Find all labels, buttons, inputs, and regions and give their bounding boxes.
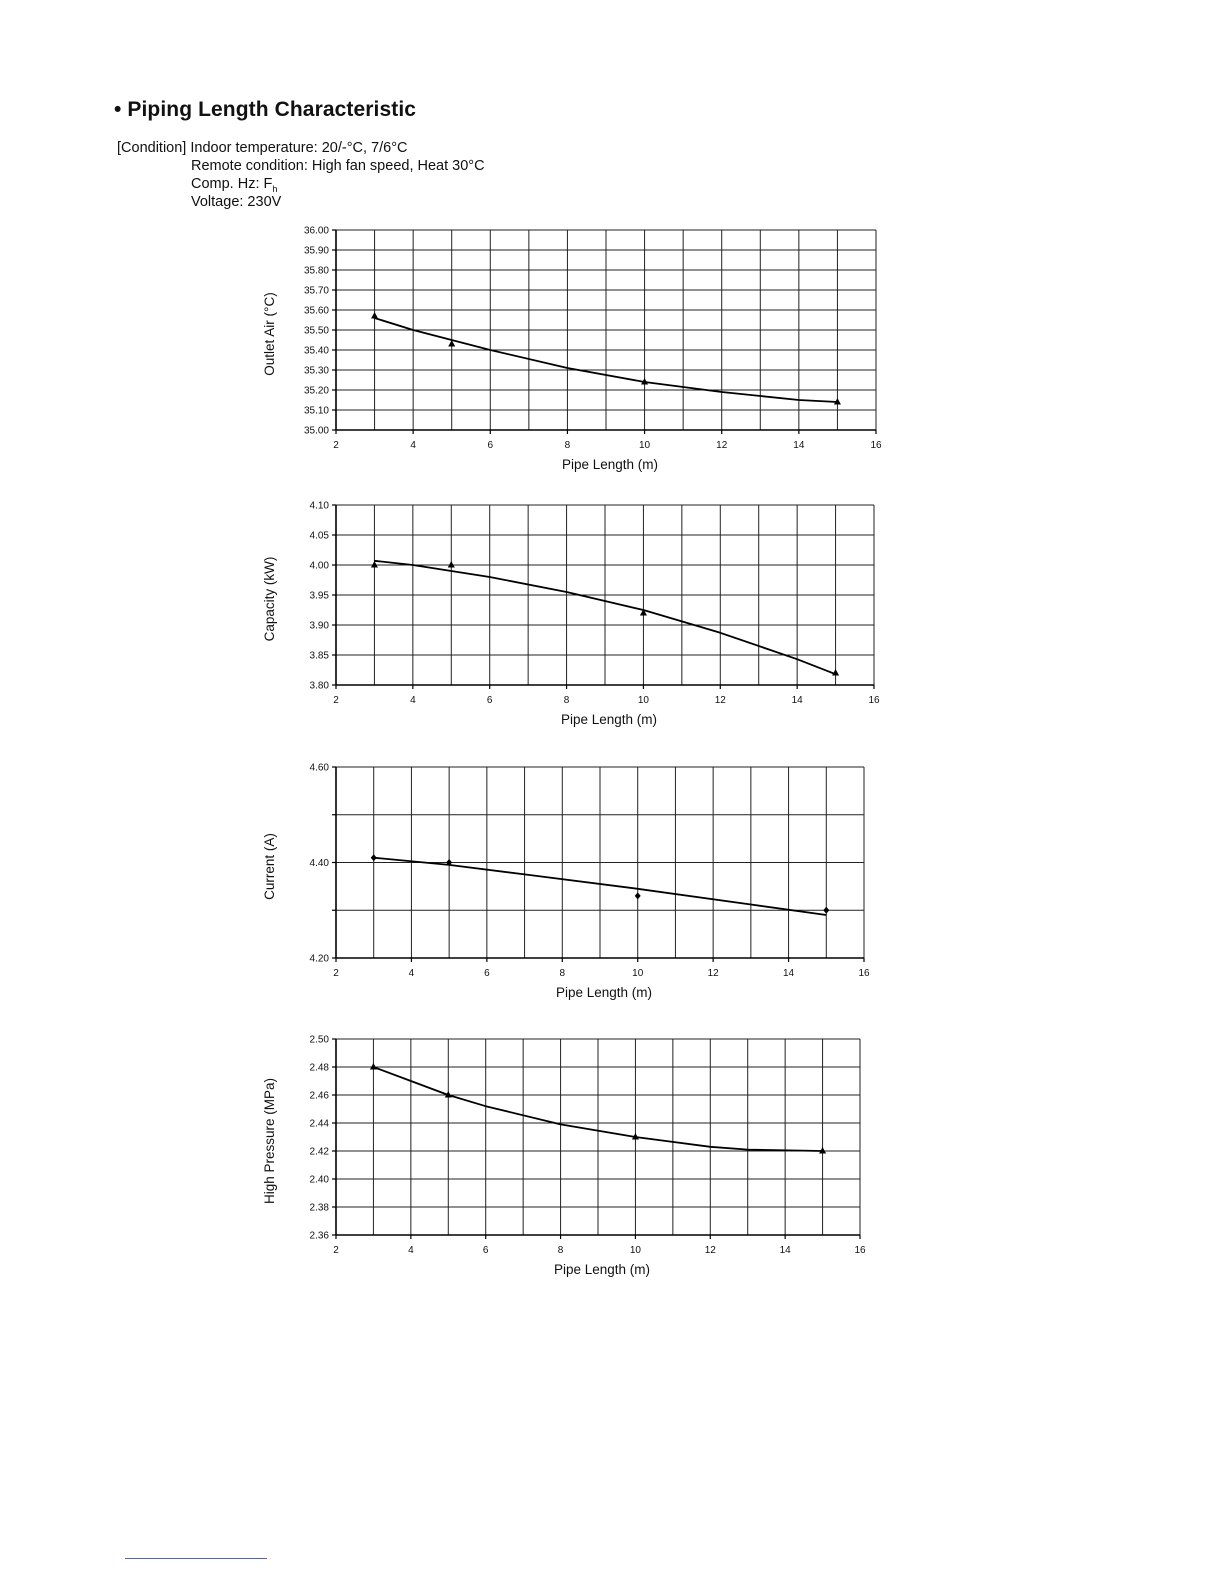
chart-2-data-point: [832, 669, 839, 676]
chart-3-xtick-label: 6: [484, 968, 490, 979]
condition-comp-hz-subscript: h: [272, 183, 278, 194]
chart-1-y-axis-title: Outlet Air (°C): [262, 292, 277, 376]
chart-3-xtick-label: 10: [632, 968, 644, 979]
chart-4-y-axis-title: High Pressure (MPa): [262, 1077, 277, 1205]
chart-2-x-axis-title: Pipe Length (m): [560, 712, 658, 727]
condition-prefix: [Condition]: [117, 140, 187, 156]
chart-3-x-axis-title: Pipe Length (m): [555, 985, 653, 1000]
chart-2-xtick-label: 12: [714, 695, 726, 706]
chart-4-xtick-label: 14: [779, 1245, 791, 1256]
chart-4-xtick-label: 16: [854, 1245, 866, 1256]
chart-1-ytick-label: 35.30: [303, 365, 329, 377]
chart-4-ytick-label: 2.46: [309, 1090, 329, 1102]
chart-1-data-point: [371, 312, 378, 319]
chart-2-ytick-label: 3.90: [309, 620, 329, 632]
chart-1-xtick-label: 10: [639, 440, 651, 451]
chart-2-xtick-label: 6: [486, 695, 493, 706]
chart-4-xtick-label: 8: [557, 1245, 564, 1256]
chart-2-y-axis-title: Capacity (kW): [262, 556, 277, 642]
chart-1: [262, 226, 882, 473]
chart-1-ytick-label: 35.40: [303, 345, 329, 357]
chart-2-xtick-label: 16: [868, 695, 880, 706]
chart-4-ytick-label: 2.40: [309, 1174, 329, 1186]
heading-bullet: •: [114, 98, 122, 121]
chart-2-xtick-label: 2: [333, 695, 339, 706]
condition-comp-hz-text: Comp. Hz: F: [191, 176, 273, 192]
chart-4-data-point: [370, 1063, 377, 1070]
chart-2-ytick-label: 3.85: [309, 650, 329, 662]
chart-1-ytick-label: 35.80: [303, 265, 329, 277]
chart-3-ytick-label: 4.40: [309, 858, 329, 869]
chart-3-ytick-label: 4.20: [309, 953, 329, 965]
chart-4-xtick-label: 12: [704, 1245, 716, 1256]
chart-4-x-axis-title: Pipe Length (m): [553, 1262, 651, 1277]
chart-1-xtick-label: 12: [716, 440, 728, 451]
chart-3-data-point: [371, 854, 377, 861]
chart-1-ytick-label: 35.20: [303, 385, 329, 397]
chart-3-xtick-label: 14: [783, 968, 795, 979]
chart-4-ytick-label: 2.42: [309, 1146, 329, 1158]
chart-4-ytick-label: 2.50: [309, 1034, 329, 1046]
condition-indoor-text: Indoor temperature: 20/-°C, 7/6°C: [190, 140, 408, 156]
chart-3-ytick-label: 4.60: [309, 762, 329, 774]
chart-1-x-axis-title: Pipe Length (m): [561, 457, 659, 472]
chart-3-xtick-label: 12: [707, 968, 719, 979]
chart-1-xtick-label: 2: [333, 440, 339, 451]
chart-1-xtick-label: 8: [564, 440, 571, 451]
chart-1-ytick-label: 36.00: [303, 225, 329, 237]
heading-text: Piping Length Characteristic: [127, 98, 417, 121]
chart-2-xtick-label: 4: [410, 695, 416, 706]
chart-1-ytick-label: 35.90: [303, 245, 329, 257]
chart-1-xtick-label: 16: [870, 440, 882, 451]
chart-4-ytick-label: 2.36: [309, 1230, 329, 1242]
chart-2-xtick-label: 14: [791, 695, 803, 706]
chart-3-y-axis-title: Current (A): [262, 833, 277, 900]
chart-3-xtick-label: 4: [408, 968, 415, 979]
chart-3-xtick-label: 2: [333, 968, 339, 979]
chart-2-xtick-label: 8: [563, 695, 570, 706]
chart-1-ytick-label: 35.00: [303, 425, 329, 437]
condition-line-remote: Remote condition: High fan speed, Heat 30°C: [191, 158, 485, 174]
chart-2-ytick-label: 4.05: [309, 530, 329, 542]
chart-2-ytick-label: 4.00: [309, 560, 329, 572]
chart-3-data-point: [823, 907, 829, 914]
chart-3-xtick-label: 16: [858, 968, 870, 979]
chart-4-xtick-label: 2: [333, 1245, 339, 1256]
chart-2-xtick-label: 10: [637, 695, 649, 706]
chart-1-ytick-label: 35.70: [303, 285, 329, 297]
chart-4-xtick-label: 4: [408, 1245, 414, 1256]
chart-4-ytick-label: 2.48: [309, 1062, 329, 1074]
chart-4-ytick-label: 2.44: [309, 1118, 329, 1130]
chart-2-data-point: [448, 561, 455, 568]
chart-4: [262, 1035, 866, 1278]
chart-3: [262, 763, 870, 1001]
chart-4-xtick-label: 10: [629, 1245, 641, 1256]
chart-3-data-point: [635, 892, 641, 899]
condition-line-voltage: Voltage: 230V: [191, 194, 282, 210]
chart-2-ytick-label: 3.95: [309, 590, 329, 602]
chart-1-ytick-label: 35.60: [303, 305, 329, 317]
chart-1-ytick-label: 35.50: [303, 325, 329, 337]
chart-2: [262, 501, 880, 728]
chart-3-xtick-label: 8: [559, 968, 566, 979]
chart-1-ytick-label: 35.10: [303, 405, 329, 417]
chart-2-ytick-label: 3.80: [309, 680, 329, 692]
chart-4-ytick-label: 2.38: [309, 1202, 329, 1214]
footer-rule: [125, 1558, 267, 1559]
chart-1-xtick-label: 6: [487, 440, 494, 451]
chart-2-ytick-label: 4.10: [309, 500, 329, 512]
chart-1-xtick-label: 14: [793, 440, 805, 451]
chart-1-xtick-label: 4: [410, 440, 416, 451]
chart-4-xtick-label: 6: [482, 1245, 489, 1256]
